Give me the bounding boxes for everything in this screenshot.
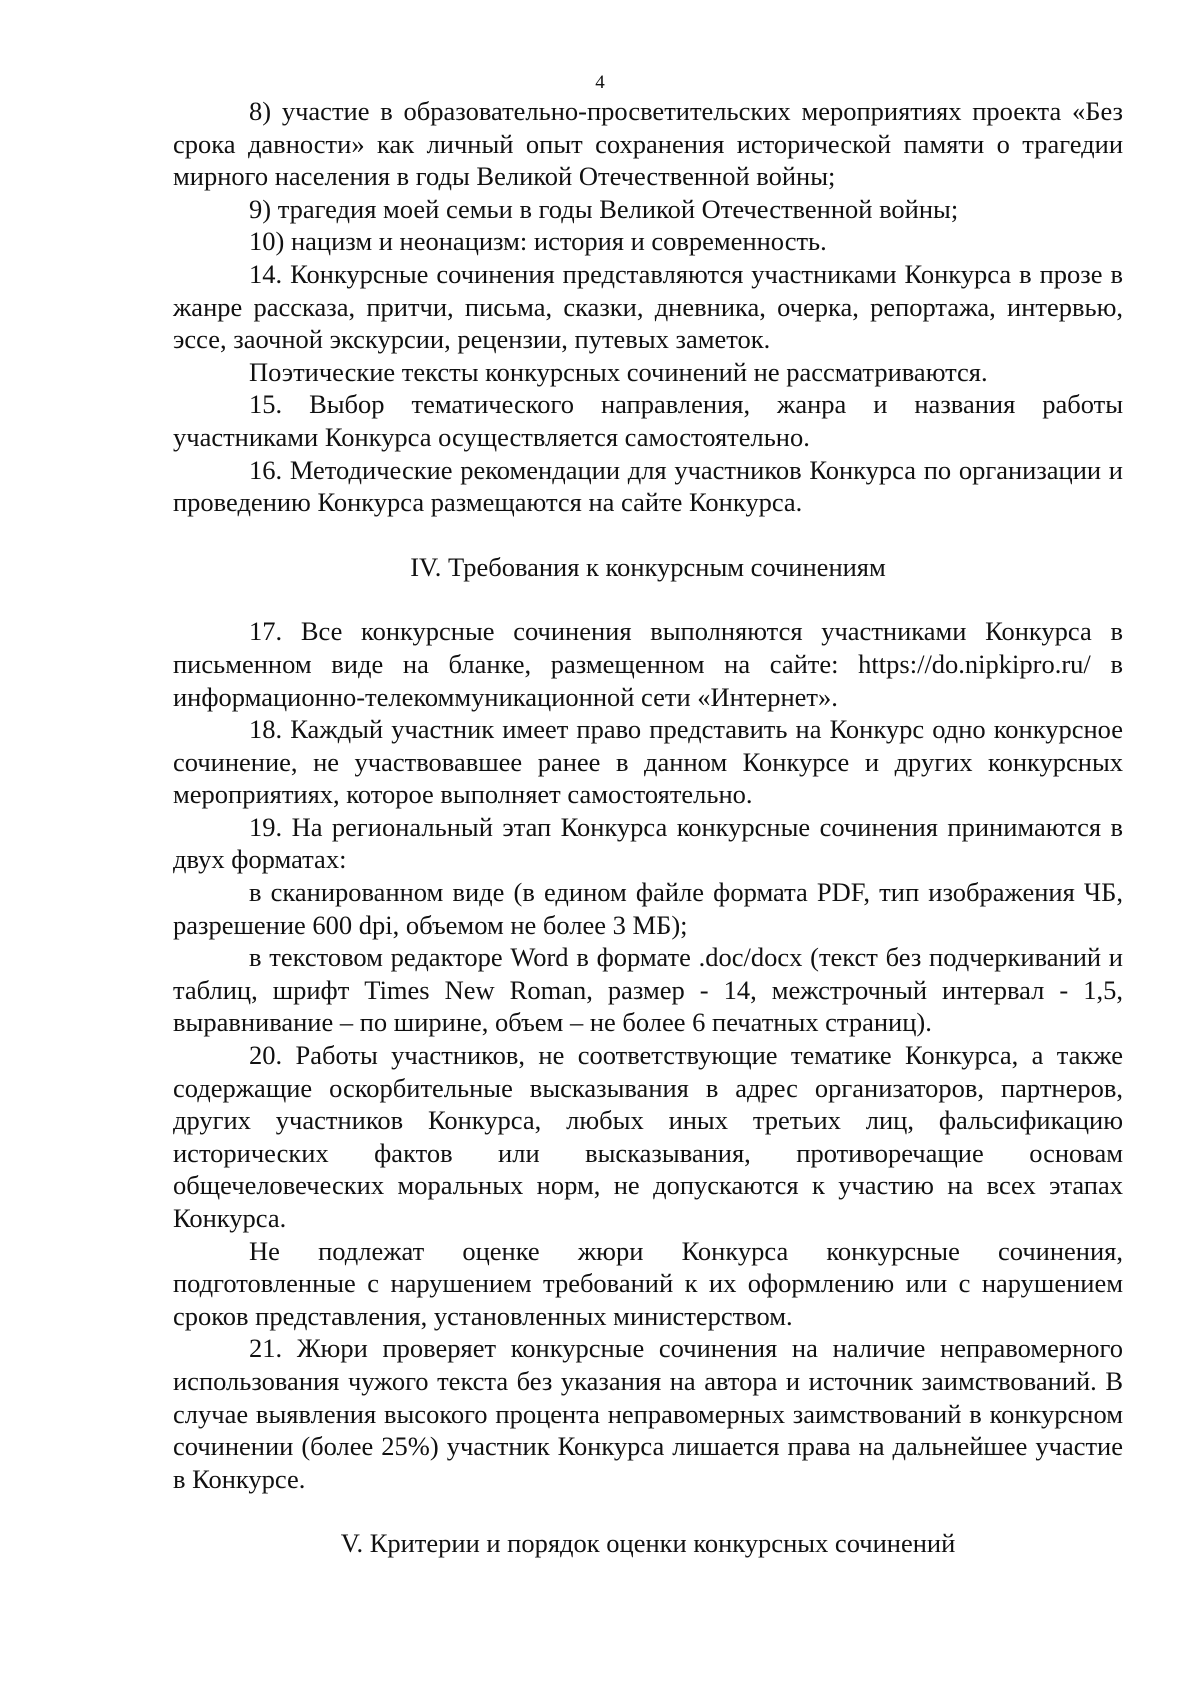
paragraph-item-9: 9) трагедия моей семьи в годы Великой Отечественной войны; (249, 193, 959, 224)
document-body (173, 95, 1123, 1560)
paragraph-item-10: 10) нацизм и неонацизм: история и современность. (249, 226, 827, 257)
paragraph-14: 14. Конкурсные сочинения представляются участниками Конкурса в прозе в жанре рассказа, притчи, письма, сказки, дневника, очерка, репортажа, интервью, эссе, заочной экскурсии, рецензии, путевых заметок. (173, 258, 1123, 355)
page-number: 4 (595, 72, 605, 93)
paragraph-19-format-word: в текстовом редакторе Word в формате .doc/docx (текст без подчеркиваний и таблиц, шрифт Times New Roman, размер - 14, межстрочный интервал - 1,5, выравнивание – по ширине, объем – не более 6 печатных страниц). (173, 942, 1123, 1038)
paragraph-item-8: 8) участие в образовательно-просветительских мероприятиях проекта «Без срока давности» как личный опыт сохранения исторической памяти о трагедии мирного населения в годы Великой Отечественной войны; (173, 96, 1123, 192)
paragraph-17: 17. Все конкурсные сочинения выполняются участниками Конкурса в письменном виде на бланке, размещенном на сайте: https://do.nipkipro.ru/ в информационно-телекоммуникационной сети «Интернет». (173, 616, 1123, 712)
spacer (173, 1495, 1123, 1527)
paragraph-16: 16. Методические рекомендации для участников Конкурса по организации и проведению Конкурса размещаются на сайте Конкурса. (173, 454, 1123, 518)
paragraph-15: 15. Выбор тематического направления, жанра и названия работы участниками Конкурса осуществляется самостоятельно. (173, 389, 1123, 452)
paragraph-21: 21. Жюри проверяет конкурсные сочинения на наличие неправомерного использования чужого текста без указания на автора и источник заимствований. В случае выявления высокого процента неправомерных заимствований в конкурсном сочинении (более 25%) участник Конкурса лишается права на дальнейшее участие в Конкурсе. (173, 1333, 1123, 1494)
paragraph-19-format-scan: в сканированном виде (в едином файле формата PDF, тип изображения ЧБ, разрешение 600 dpi, объемом не более 3 МБ); (173, 877, 1123, 940)
section-heading-v: V. Критерии и порядок оценки конкурсных сочинений (340, 1528, 956, 1559)
spacer (173, 519, 1123, 551)
spacer (173, 583, 1123, 615)
paragraph-20-note: Не подлежат оценке жюри Конкурса конкурсные сочинения, подготовленные с нарушением требований к их оформлению или с нарушением сроков представления, установленных министерством. (173, 1235, 1123, 1331)
paragraph-19: 19. На региональный этап Конкурса конкурсные сочинения принимаются в двух форматах: (173, 811, 1123, 875)
paragraph-14-note: Поэтические тексты конкурсных сочинений не рассматриваются. (249, 356, 988, 387)
section-heading-iv: IV. Требования к конкурсным сочинениям (410, 551, 886, 582)
paragraph-18: 18. Каждый участник имеет право представить на Конкурс одно конкурсное сочинение, не участвовавшее ранее в данном Конкурсе и других конкурсных мероприятиях, которое выполняет самостоятельно. (173, 714, 1123, 810)
paragraph-20: 20. Работы участников, не соответствующие тематике Конкурса, а также содержащие оскорбительные высказывания в адрес организаторов, партнеров, других участников Конкурса, любых иных третьих лиц, фальсификацию исторических фактов или высказывания, противоречащие основам общечеловеческих моральных норм, не допускаются к участию на всех этапах Конкурса. (173, 1040, 1123, 1233)
